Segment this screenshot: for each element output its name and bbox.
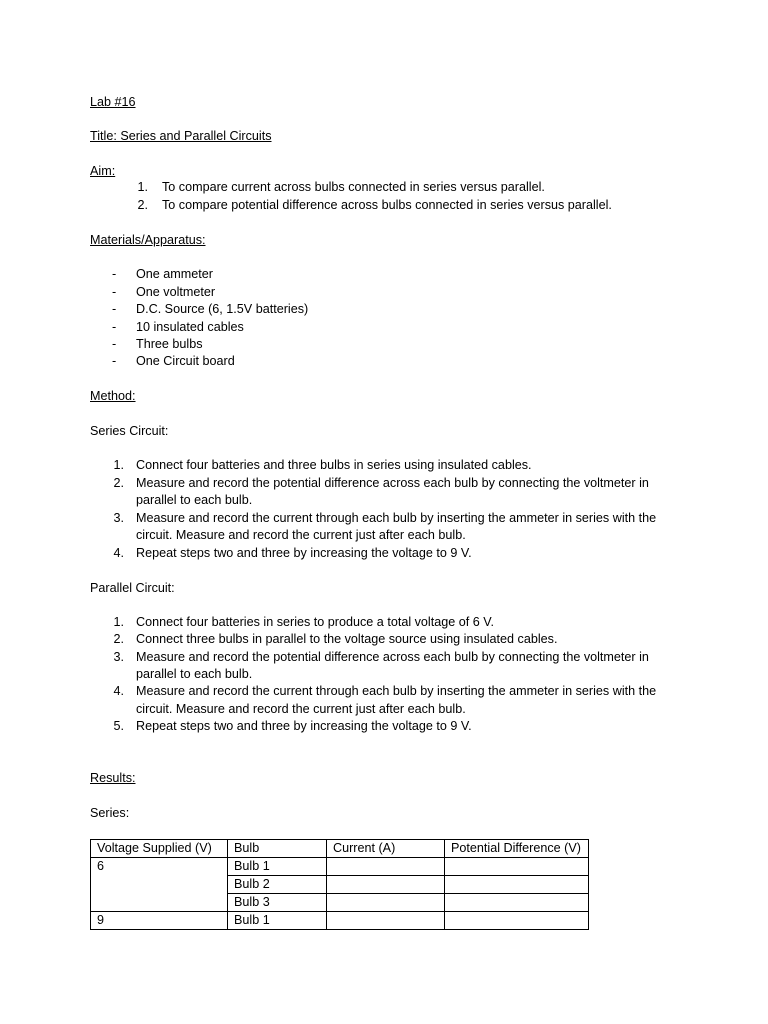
voltage-cell: 6 <box>91 858 228 912</box>
bulb-cell: Bulb 1 <box>228 858 327 876</box>
series-circuit-heading: Series Circuit: <box>90 424 169 438</box>
aim-item-number: 2. <box>137 198 148 212</box>
bulb-cell: Bulb 2 <box>228 876 327 894</box>
current-cell[interactable] <box>327 858 445 876</box>
table-row <box>91 858 589 876</box>
series-results-label: Series: <box>90 806 130 820</box>
table-header-cell: Current (A) <box>327 840 445 858</box>
aim-item-text: To compare current across bulbs connected in series versus parallel. <box>162 180 545 194</box>
method-heading: Method: <box>90 389 136 403</box>
voltage-cell: 9 <box>91 912 228 930</box>
potential-difference-cell[interactable] <box>445 858 589 876</box>
lab-title: Title: Series and Parallel Circuits <box>90 129 272 143</box>
potential-difference-cell[interactable] <box>445 876 589 894</box>
lab-number: Lab #16 <box>90 95 136 109</box>
table-row <box>91 912 589 930</box>
bulb-cell: Bulb 1 <box>228 912 327 930</box>
materials-heading: Materials/Apparatus: <box>90 233 206 247</box>
bulb-cell: Bulb 3 <box>228 894 327 912</box>
series-results-table <box>90 839 589 930</box>
current-cell[interactable] <box>327 912 445 930</box>
potential-difference-cell[interactable] <box>445 894 589 912</box>
parallel-circuit-heading: Parallel Circuit: <box>90 581 175 595</box>
current-cell[interactable] <box>327 876 445 894</box>
table-header-cell: Voltage Supplied (V) <box>91 840 228 858</box>
potential-difference-cell[interactable] <box>445 912 589 930</box>
table-header-cell: Bulb <box>228 840 327 858</box>
aim-heading: Aim: <box>90 164 116 178</box>
table-header-row <box>91 840 589 858</box>
aim-item-text: To compare potential difference across bulbs connected in series versus parallel. <box>162 198 612 212</box>
current-cell[interactable] <box>327 894 445 912</box>
table-header-cell: Potential Difference (V) <box>445 840 589 858</box>
lab-document-page: Lab #16 Title: Series and Parallel Circuits Aim: 1. To compare current across bulbs connected in series versus parallel. 2. To compare potential difference across bulbs connected in series versus parallel. Materials/Apparatus: - One ammeter - One voltmeter - D.C. Source (6, 1.5V batteries) - 10 insulated cables - Three bulbs - One Circuit board Method: Series Circuit: 1. Connect four batteries and three bulbs in series using insulated cables. 2. Measure and record the potential difference across each bulb by connecting the voltmeter in parallel to each bulb. 3. Measure and record the current through each bulb by inserting the ammeter in series with the circuit. Measure and record the current just after each bulb. 4. Repeat steps two and three by increasing the voltage to 9 V. Parallel Circuit: 1. Connect four batteries in series to produce a total voltage of 6 V. 2. Connect three bulbs in parallel to the voltage source using insulated cables. 3. Measure and record the potential difference across each bulb by connecting the voltmeter in parallel to each bulb. 4. Measure and record the current through each bulb by inserting the ammeter in series with the circuit. Measure and record the current just after each bulb. 5. Repeat steps two and three by increasing the voltage to 9 V. Results: Series: Voltage Supplied (V) Bulb Current (A) Potential Difference (V) 6 Bulb 1 Bulb 2 Bulb 3 9 Bulb 1 <box>0 0 768 1024</box>
results-heading: Results: <box>90 771 136 785</box>
aim-item-number: 1. <box>137 180 148 194</box>
